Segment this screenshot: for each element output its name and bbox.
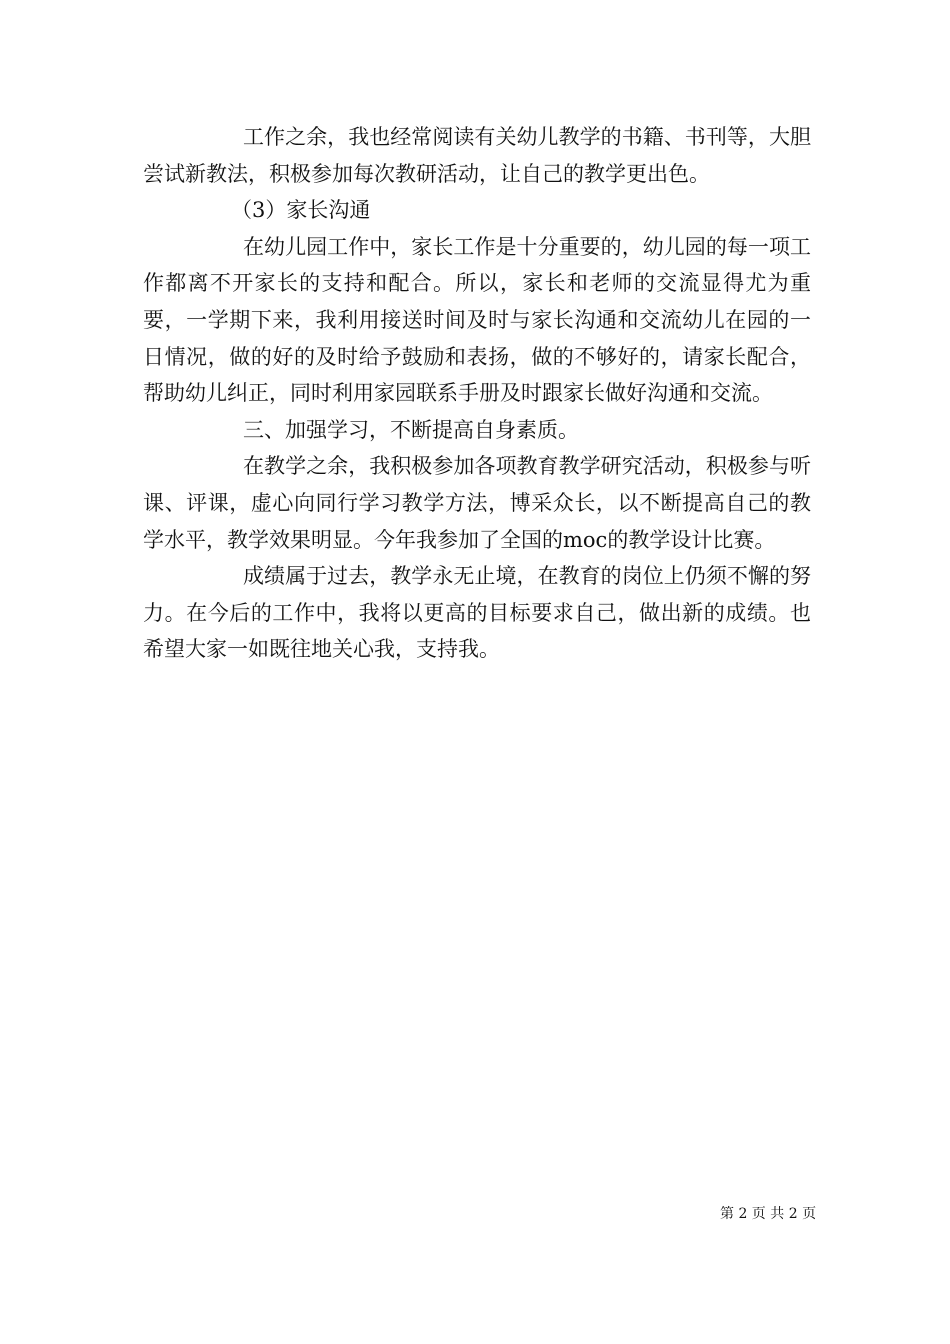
paragraph-teaching-research: 在教学之余，我积极参加各项教育教学研究活动，积极参与听课、评课，虚心向同行学习教学方法，博采众长，以不断提高自己的教学水平，教学效果明显。今年我参加了全国的moc的教学设计比赛。 [143,454,811,552]
paragraph-reading-and-research: 工作之余，我也经常阅读有关幼儿教学的书籍、书刊等，大胆尝试新教法，积极参加每次教研活动，让自己的教学更出色。 [143,125,811,186]
paragraph-parent-work: 在幼儿园工作中，家长工作是十分重要的，幼儿园的每一项工作都离不开家长的支持和配合。所以，家长和老师的交流显得尤为重要，一学期下来，我利用接送时间及时与家长沟通和交流幼儿在园的一日情况，做的好的及时给予鼓励和表扬，做的不够好的，请家长配合，帮助幼儿纠正，同时利用家园联系手册及时跟家长做好沟通和交流。 [143,234,811,406]
heading-strengthen-learning: 三、加强学习，不断提高自身素质。 [243,417,579,442]
document-body [143,119,811,668]
subheading-parent-communication: （3）家长沟通 [231,198,371,223]
page-number-footer: 第 2 页 共 2 页 [720,1206,817,1222]
paragraph-conclusion: 成绩属于过去，教学永无止境，在教育的岗位上仍须不懈的努力。在今后的工作中，我将以更高的目标要求自己，做出新的成绩。也希望大家一如既往地关心我，支持我。 [143,564,811,662]
